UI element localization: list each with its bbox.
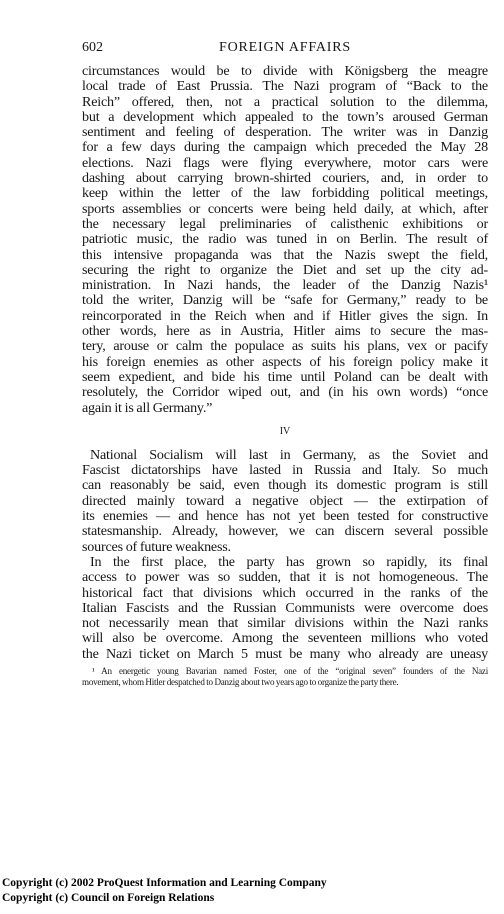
running-title: FOREIGN AFFAIRS [219,40,351,55]
footnote-line: ¹ An energetic young Bavarian named Foster, one of the “original seven” founders of the Nazi [92,665,488,676]
article-body [82,64,488,688]
text-line: will also be overcome. Among the seventeen millions who voted [82,630,488,647]
text-line: sources of future weakness. [82,538,231,555]
text-line: seem expedient, and bide his time until Poland can be dealt with [82,368,488,385]
text-line: sports assemblies or concerts were being held daily, at which, after [82,200,488,217]
copyright-line: Copyright (c) 2002 ProQuest Information and Learning Company [2,877,327,889]
text-line: tery, arouse or calm the populace as suits his plans, vex or pacify [82,338,488,355]
copyright-line: Copyright (c) Council on Foreign Relations [2,892,215,904]
text-line: resolutely, the Corridor wiped out, and (in his own words) “once [82,384,488,401]
text-line: access to power was so sudden, that it is not homogeneous. The [82,569,488,586]
text-line: ministration. In Nazi hands, the leader of the Danzig Nazis¹ [82,277,488,294]
text-line: reincorporated in the Reich when and if Hitler gives the sign. In [82,307,488,324]
text-line: its enemies — and hence has not yet been tested for constructive [82,508,488,525]
text-line: historical fact that divisions which occurred in the ranks of the [82,584,488,601]
paragraph-3 [82,555,488,662]
text-line: can reasonably be said, even though its domestic program is still [82,477,488,494]
text-line: elections. Nazi flags were flying everywhere, motor cars were [82,154,488,171]
text-line: but a development which appealed to the town’s aroused German [82,108,488,125]
text-line: other words, here as in Austria, Hitler aims to secure the mas- [82,323,488,340]
text-line: dashing about carrying brown-shirted couriers, and, in order to [82,170,488,187]
text-line: again it is all Germany.” [82,399,213,416]
text-line: the Nazi ticket on March 5 must be many who already are uneasy [82,645,488,662]
text-line: Reich” offered, then, not a practical solution to the dilemma, [82,93,488,110]
text-line: this intensive propaganda was that the Nazis swept the field, [82,246,488,263]
text-line: sentiment and feeling of desperation. The writer was in Danzig [82,124,488,141]
text-line: the necessary legal preliminaries of calisthenic exhibitions or [82,215,488,232]
page-header [82,40,488,60]
text-line: Italian Fascists and the Russian Communists were overcome does [82,599,488,616]
text-line: Fascist dictatorships have lasted in Russia and Italy. So much [82,462,488,479]
text-line: patriotic music, the radio was tuned in on Berlin. The result of [82,231,488,248]
text-line: statesmanship. Already, however, we can discern several possible [82,523,488,540]
text-line: circumstances would be to divide with Königsberg the meagre [82,63,488,79]
text-line: directed mainly toward a negative object — the extirpation of [82,492,488,509]
section-number: IV [279,425,291,437]
text-line: keep within the letter of the law forbidding political meetings, [82,185,488,202]
text-line: told the writer, Danzig will be “safe for Germany,” ready to be [82,292,488,309]
paragraph-2 [82,448,488,555]
text-line: National Socialism will last in Germany, as the Soviet and [90,446,488,463]
text-line: In the first place, the party has grown so rapidly, its final [90,553,488,570]
text-line: securing the right to organize the Diet and set up the city ad- [82,261,488,278]
footnote-line: movement, whom Hitler despatched to Danzig about two years ago to organize the party there. [82,676,399,687]
text-line: for a few days during the campaign which preceded the May 28 [82,139,488,156]
text-line: his foreign enemies as other aspects of his foreign policy make it [82,353,488,370]
text-line: not necessarily mean that similar divisions within the Nazi ranks [82,615,488,632]
page-number: 602 [82,40,103,55]
footnote [82,666,488,688]
text-line: local trade of East Prussia. The Nazi program of “Back to the [82,78,488,95]
paragraph-1 [82,64,488,416]
